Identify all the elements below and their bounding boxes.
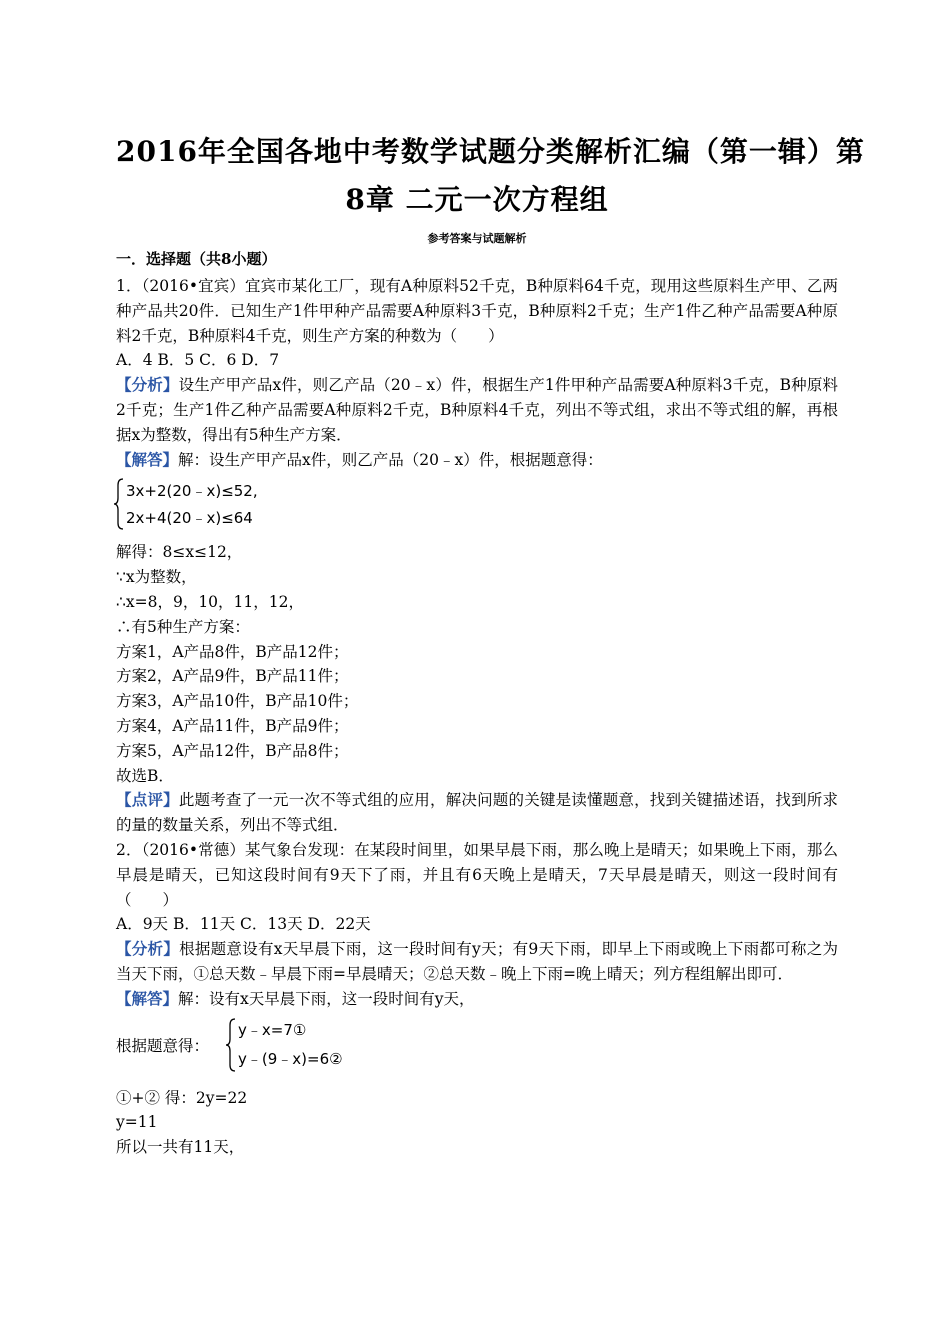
q2-equation-system	[116, 1016, 838, 1078]
q2-step-3: 所以一共有11天，	[116, 1138, 245, 1157]
answer-tag: 【解答】	[116, 449, 179, 469]
q2-step-1: ①+② 得：2y=22	[116, 1088, 248, 1107]
analysis-tag: 【分析】	[116, 939, 180, 959]
question-1	[116, 274, 838, 1160]
q1-step-4: ∴有5种生产方案：	[116, 617, 250, 636]
q1-comment-text: 此题考查了一元一次不等式组的应用，解决问题的关键是读懂题意，找到关键描述语，找到所求的量的数量关系，列出不等式组．	[116, 791, 838, 835]
q2-equation-2: y﹣(9﹣x)=6②	[238, 1049, 343, 1068]
q2-equation-1: y﹣x=7①	[238, 1020, 307, 1039]
left-brace-icon	[114, 478, 124, 530]
q1-stem: 1．（2016•宜宾）宜宾市某化工厂，现有A种原料52千克，B种原料64千克，现用这些原料生产甲、乙两种产品共20件．已知生产1件甲种产品需要A种原料3千克，B种原料2千克；生产1件乙种产品需要A种原料2千克，B种原料4千克，则生产方案的种数为（ ）	[116, 277, 838, 345]
q2-options: A．9天 B．11天 C．13天 D．22天	[116, 915, 371, 934]
document-title-line2: 8章 二元一次方程组	[345, 183, 609, 216]
q2-step-2: y=11	[116, 1113, 158, 1132]
q1-comment	[116, 788, 838, 838]
q2-analysis	[116, 937, 838, 987]
q2-answer-intro: 解：设有x天早晨下雨，这一段时间有y天，	[178, 989, 475, 1008]
q2-analysis-text: 根据题意设有x天早晨下雨，这一段时间有y天；有9天下雨，即早上下雨或晚上下雨都可称之为当天下雨，①总天数﹣早晨下雨=早晨晴天；②总天数﹣晚上下雨=晚上晴天；列方程组解出即可．	[116, 940, 838, 983]
q1-step-8: 方案4，A产品11件，B产品9件；	[116, 716, 349, 735]
q1-step-7: 方案3，A产品10件，B产品10件；	[116, 692, 359, 711]
q1-step-5: 方案1，A产品8件，B产品12件；	[116, 642, 349, 661]
q1-analysis-text: 设生产甲产品x件，则乙产品（20﹣x）件，根据生产1件甲种产品需要A种原料3千克，B种原料2千克；生产1件乙种产品需要A种原料2千克，B种原料4千克，列出不等式组，求出不等式组的解，再根据x为整数，得出有5种生产方案．	[116, 376, 838, 444]
q1-answer-intro: 解：设生产甲产品x件，则乙产品（20﹣x）件，根据题意得：	[178, 450, 603, 469]
q1-answer	[116, 448, 838, 473]
left-brace-icon	[226, 1018, 236, 1072]
section-heading: 一．选择题（共8小题）	[116, 250, 277, 268]
q1-step-9: 方案5，A产品12件，B产品8件；	[116, 741, 349, 760]
q1-step-3: ∴x=8，9，10，11，12，	[116, 592, 304, 611]
q2-stem: 2．（2016•常德）某气象台发现：在某段时间里，如果早晨下雨，那么晚上是晴天；如果晚上下雨，那么早晨是晴天，已知这段时间有9天下了雨，并且有6天晚上是晴天，7天早晨是晴天，则这一段时间有（ ）	[116, 840, 838, 909]
q1-step-10: 故选B．	[116, 766, 174, 785]
document-subtitle: 参考答案与试题解析	[427, 232, 527, 245]
q1-options: A．4 B．5 C．6 D．7	[116, 351, 280, 370]
q2-answer	[116, 987, 838, 1012]
q1-step-6: 方案2，A产品9件，B产品11件；	[116, 667, 349, 686]
q1-analysis	[116, 373, 838, 447]
q1-step-2: ∵x为整数，	[116, 568, 197, 587]
q1-inequality-system	[116, 478, 838, 536]
q1-inequality-1: 3x+2(20﹣x)≤52,	[126, 482, 258, 501]
analysis-tag: 【分析】	[116, 375, 179, 395]
q1-step-1: 解得：8≤x≤12，	[116, 543, 243, 562]
q1-inequality-2: 2x+4(20﹣x)≤64	[126, 509, 253, 528]
comment-tag: 【点评】	[116, 790, 179, 810]
document-title-line1: 2016年全国各地中考数学试题分类解析汇编（第一辑）第	[116, 135, 865, 168]
answer-tag: 【解答】	[116, 988, 179, 1008]
q2-equation-label: 根据题意得：	[116, 1036, 210, 1055]
